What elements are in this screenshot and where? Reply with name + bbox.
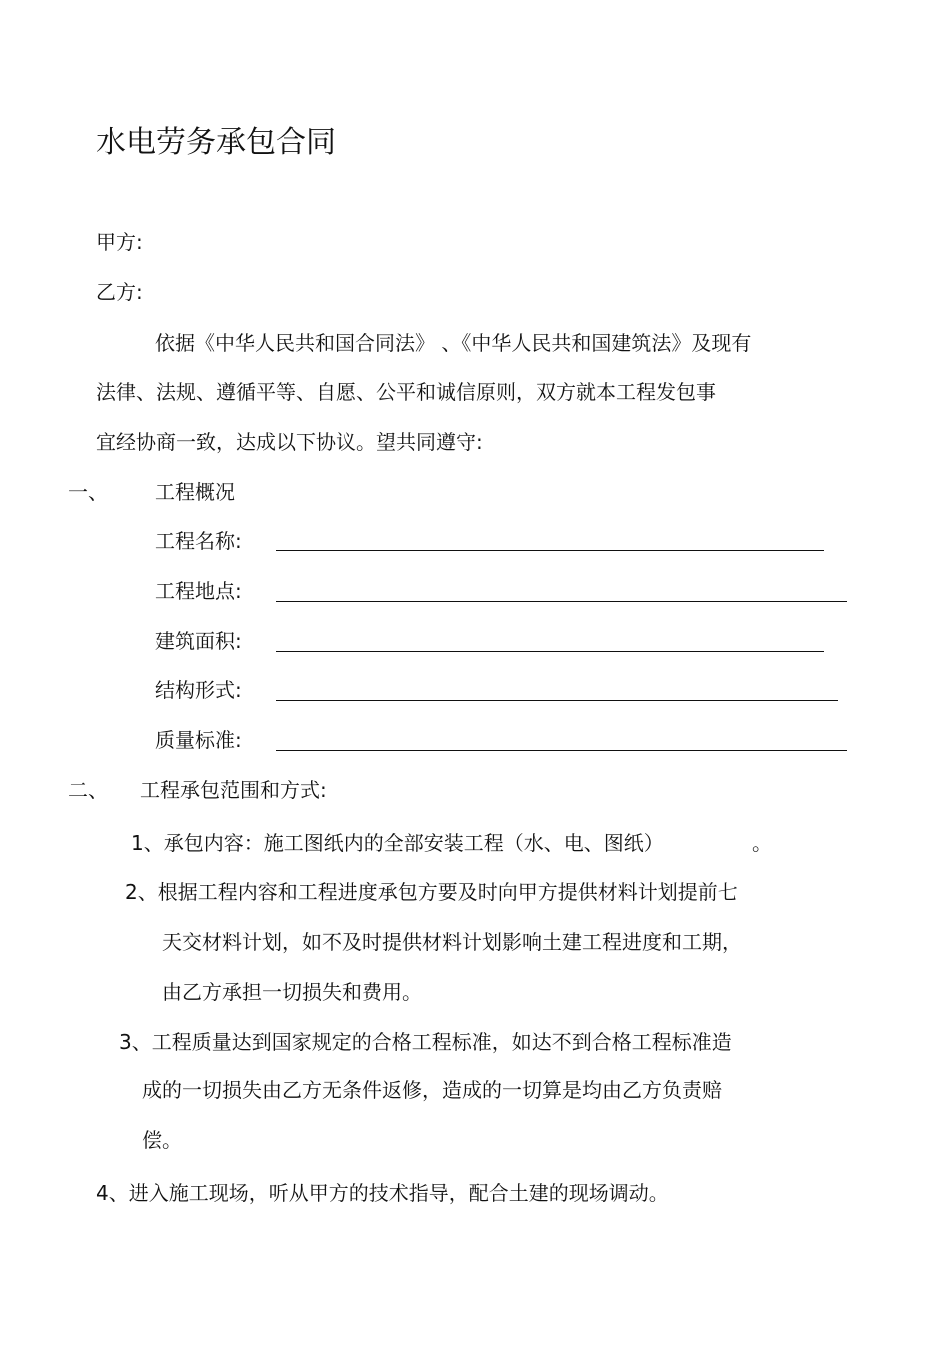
item-1-text: 1、承包内容：施工图纸内的全部安装工程（水、电、图纸）: [131, 831, 664, 855]
item-2-line-1: 2、根据工程内容和工程进度承包方要及时向甲方提供材料计划提前七: [125, 880, 738, 904]
field-label-building-area: 建筑面积:: [155, 629, 242, 653]
field-blank-project-name: [276, 550, 824, 551]
intro-line-2: 法律、法规、遵循平等、自愿、公平和诚信原则，双方就本工程发包事: [96, 380, 716, 404]
section-2-heading: 工程承包范围和方式:: [140, 778, 327, 802]
field-label-quality-standard: 质量标准:: [155, 728, 242, 752]
document-title: 水电劳务承包合同: [96, 125, 336, 160]
intro-line-1: 依据《中华人民共和国合同法》 、《中华人民共和国建筑法》及现有: [155, 331, 752, 355]
section-1-heading: 工程概况: [155, 480, 235, 504]
item-2-line-2: 天交材料计划，如不及时提供材料计划影响土建工程进度和工期，: [162, 930, 742, 954]
item-3-line-3: 偿。: [142, 1128, 182, 1152]
field-label-project-location: 工程地点:: [155, 579, 242, 603]
field-label-project-name: 工程名称:: [155, 529, 242, 553]
item-4-text: 4、进入施工现场，听从甲方的技术指导，配合土建的现场调动。: [96, 1181, 669, 1205]
field-blank-structure-type: [276, 700, 838, 701]
intro-line-3: 宜经协商一致，达成以下协议。望共同遵守:: [96, 430, 483, 454]
field-blank-project-location: [276, 601, 847, 602]
item-3-line-2: 成的一切损失由乙方无条件返修，造成的一切算是均由乙方负责赔: [142, 1078, 722, 1102]
section-1-number: 一、: [68, 480, 108, 504]
field-blank-building-area: [276, 651, 824, 652]
field-label-structure-type: 结构形式:: [155, 678, 242, 702]
section-2-number: 二、: [68, 778, 108, 802]
item-2-line-3: 由乙方承担一切损失和费用。: [162, 980, 422, 1004]
party-a-label: 甲方:: [96, 230, 143, 254]
party-b-label: 乙方:: [96, 280, 143, 304]
item-3-line-1: 3、工程质量达到国家规定的合格工程标准，如达不到合格工程标准造: [119, 1030, 732, 1054]
item-1-end-mark: 。: [752, 831, 772, 855]
field-blank-quality-standard: [276, 750, 847, 751]
